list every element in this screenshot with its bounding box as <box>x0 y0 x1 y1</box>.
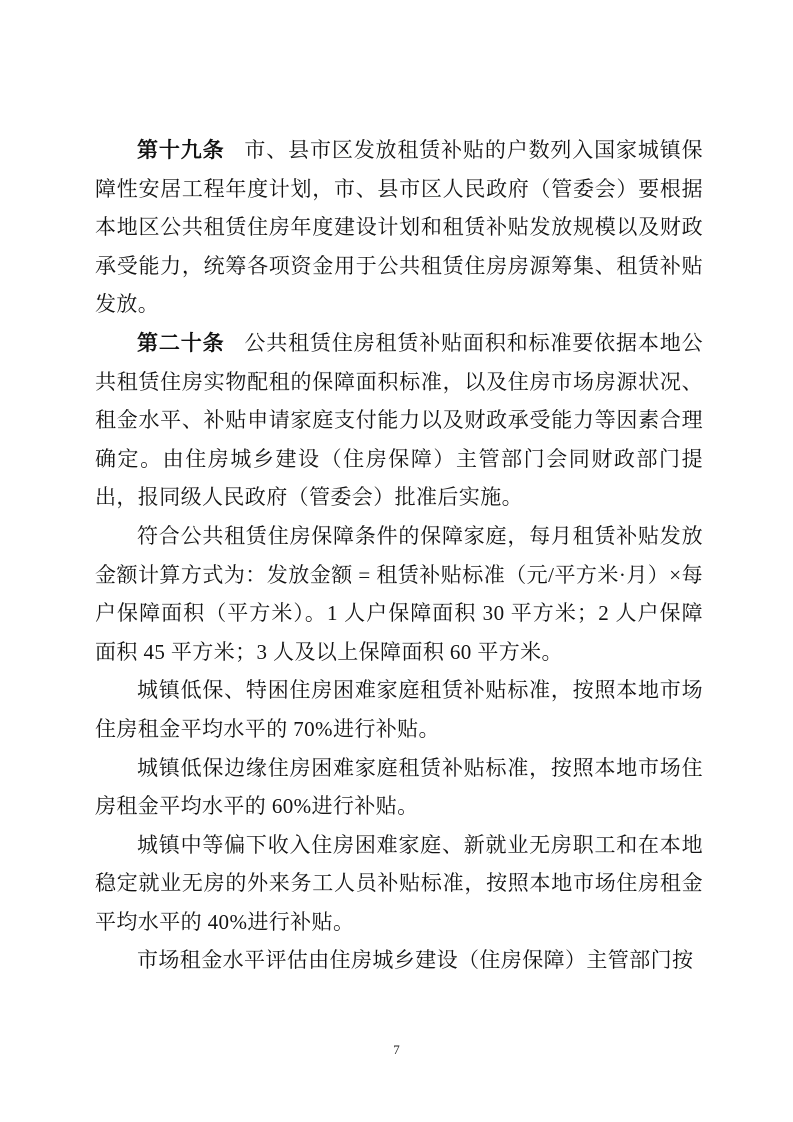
paragraph <box>95 826 703 942</box>
paragraph-text: 城镇中等偏下收入住房困难家庭、新就业无房职工和在本地稳定就业无房的外来务工人员补贴标准，按照本地市场住房租金平均水平的 40%进行补贴。 <box>95 832 703 934</box>
paragraph <box>95 941 703 980</box>
paragraph-text: 城镇低保边缘住房困难家庭租赁补贴标准，按照本地市场住房租金平均水平的 60%进行补贴。 <box>95 755 703 819</box>
paragraph <box>95 517 703 671</box>
paragraph <box>95 324 703 517</box>
paragraph-text: 市、县市区发放租赁补贴的户数列入国家城镇保障性安居工程年度计划，市、县市区人民政府（管委会）要根据本地区公共租赁住房年度建设计划和租赁补贴发放规模以及财政承受能力，统筹各项资金用于公共租赁住房房源筹集、租赁补贴发放。 <box>95 138 703 317</box>
paragraph <box>95 749 703 826</box>
paragraph-text: 市场租金水平评估由住房城乡建设（住房保障）主管部门按 <box>137 948 694 973</box>
paragraph-text: 城镇低保、特困住房困难家庭租赁补贴标准，按照本地市场住房租金平均水平的 70%进行补贴。 <box>95 678 703 741</box>
paragraph <box>95 131 703 324</box>
document-body <box>95 131 703 980</box>
page-number: 7 <box>393 1042 400 1057</box>
article-number: 第十九条 <box>137 138 225 162</box>
paragraph-text: 符合公共租赁住房保障条件的保障家庭，每月租赁补贴发放金额计算方式为：发放金额 = 租赁补贴标准（元/平方米·月）×每户保障面积（平方米）。1 人户保障面积 30 平方米；2 人户保障面积 45 平方米；3 人及以上保障面积 60 平方米。 <box>95 523 703 664</box>
article-number: 第二十条 <box>137 330 225 355</box>
paragraph <box>95 671 703 748</box>
paragraph-text: 公共租赁住房租赁补贴面积和标准要依据本地公共租赁住房实物配租的保障面积标准，以及住房市场房源状况、租金水平、补贴申请家庭支付能力以及财政承受能力等因素合理确定。由住房城乡建设（住房保障）主管部门会同财政部门提出，报同级人民政府（管委会）批准后实施。 <box>95 330 703 510</box>
